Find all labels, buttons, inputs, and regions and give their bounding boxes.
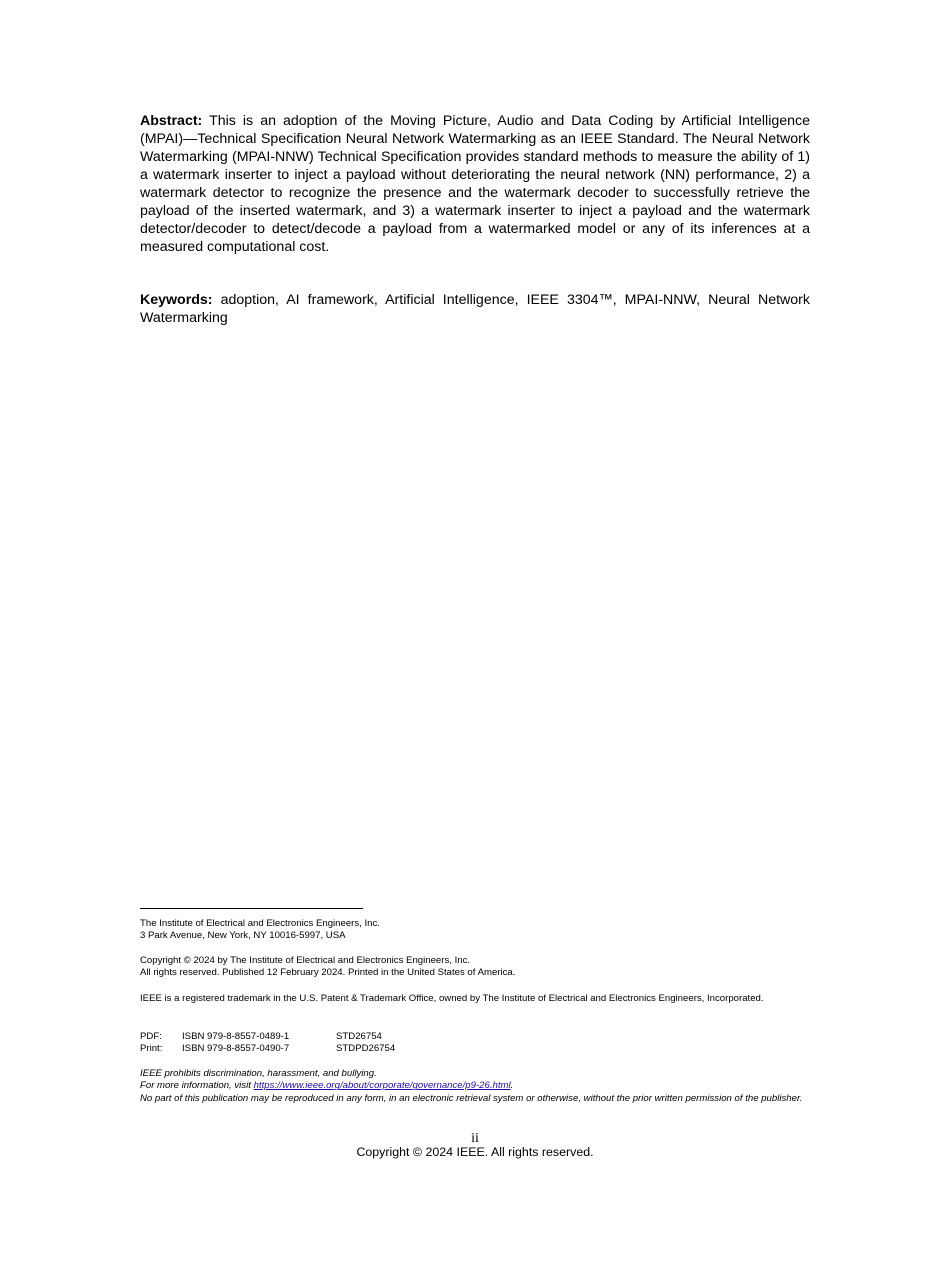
info-suffix: . [510, 1080, 514, 1092]
isbn-format: Print: [140, 1043, 163, 1055]
copyright-footer: Copyright © 2024 IEEE. All rights reserved. [356, 1145, 594, 1159]
rights-line: All rights reserved. Published 12 February 2024. Printed in the United States of America. [140, 967, 516, 979]
policy-line: IEEE prohibits discrimination, harassment, and bullying. [140, 1068, 377, 1079]
keywords-text: adoption, AI framework, Artificial Intelligence, IEEE 3304™, MPAI-NNW, Neural Network Watermarking [140, 292, 810, 326]
copyright-line: Copyright © 2024 by The Institute of Electrical and Electronics Engineers, Inc. [140, 955, 471, 966]
institute-name: The Institute of Electrical and Electronics Engineers, Inc. [140, 918, 380, 929]
institute-address: 3 Park Avenue, New York, NY 10016-5997, USA [140, 930, 346, 942]
std-number: STDPD26754 [336, 1043, 396, 1055]
abstract-label: Abstract: [140, 113, 203, 129]
policy-link[interactable]: https://www.ieee.org/about/corporate/governance/p9-26.html [253, 1080, 511, 1092]
reproduction-notice: No part of this publication may be reproduced in any form, in an electronic retrieval system or otherwise, without the prior written permission of the publisher. [140, 1092, 803, 1104]
isbn-number: ISBN 979-8-8557-0489-1 [182, 1031, 290, 1042]
publisher-address [140, 918, 812, 943]
isbn-row-print [140, 1043, 812, 1055]
info-prefix: For more information, visit [140, 1080, 254, 1092]
footnote-divider [140, 908, 363, 909]
isbn-block [140, 1031, 812, 1056]
keywords-label: Keywords: [140, 292, 213, 308]
legal-notice [140, 1068, 812, 1105]
copyright-block [140, 955, 812, 980]
abstract-paragraph [140, 112, 810, 256]
page-number: ii [471, 1131, 479, 1146]
trademark-block [140, 993, 812, 1005]
keywords-paragraph [140, 291, 810, 327]
info-line [140, 1080, 812, 1092]
isbn-number: ISBN 979-8-8557-0490-7 [182, 1043, 290, 1055]
abstract-text: This is an adoption of the Moving Picture, Audio and Data Coding by Artificial Intelligence (MPAI)—Technical Specification Neural Network Watermarking as an IEEE Standard. The Neural Network Watermarking (MPAI-NNW) Technical Specification provides standard methods to measure the ability of 1) a watermark inserter to inject a payload without deteriorating the neural network (NN) performance, 2) a watermark detector to recognize the presence and the watermark decoder to successfully retrieve the payload of the inserted watermark, and 3) a watermark inserter to inject a payload and the watermark detector/decoder to detect/decode a payload from a watermarked model or any of its inferences at a measured computational cost. [140, 113, 810, 255]
std-number: STD26754 [336, 1031, 382, 1042]
isbn-format: PDF: [140, 1031, 162, 1042]
isbn-row-pdf [140, 1031, 812, 1043]
trademark-text: IEEE is a registered trademark in the U.S. Patent & Trademark Office, owned by The Institute of Electrical and Electronics Engineers, Incorporated. [140, 993, 764, 1004]
